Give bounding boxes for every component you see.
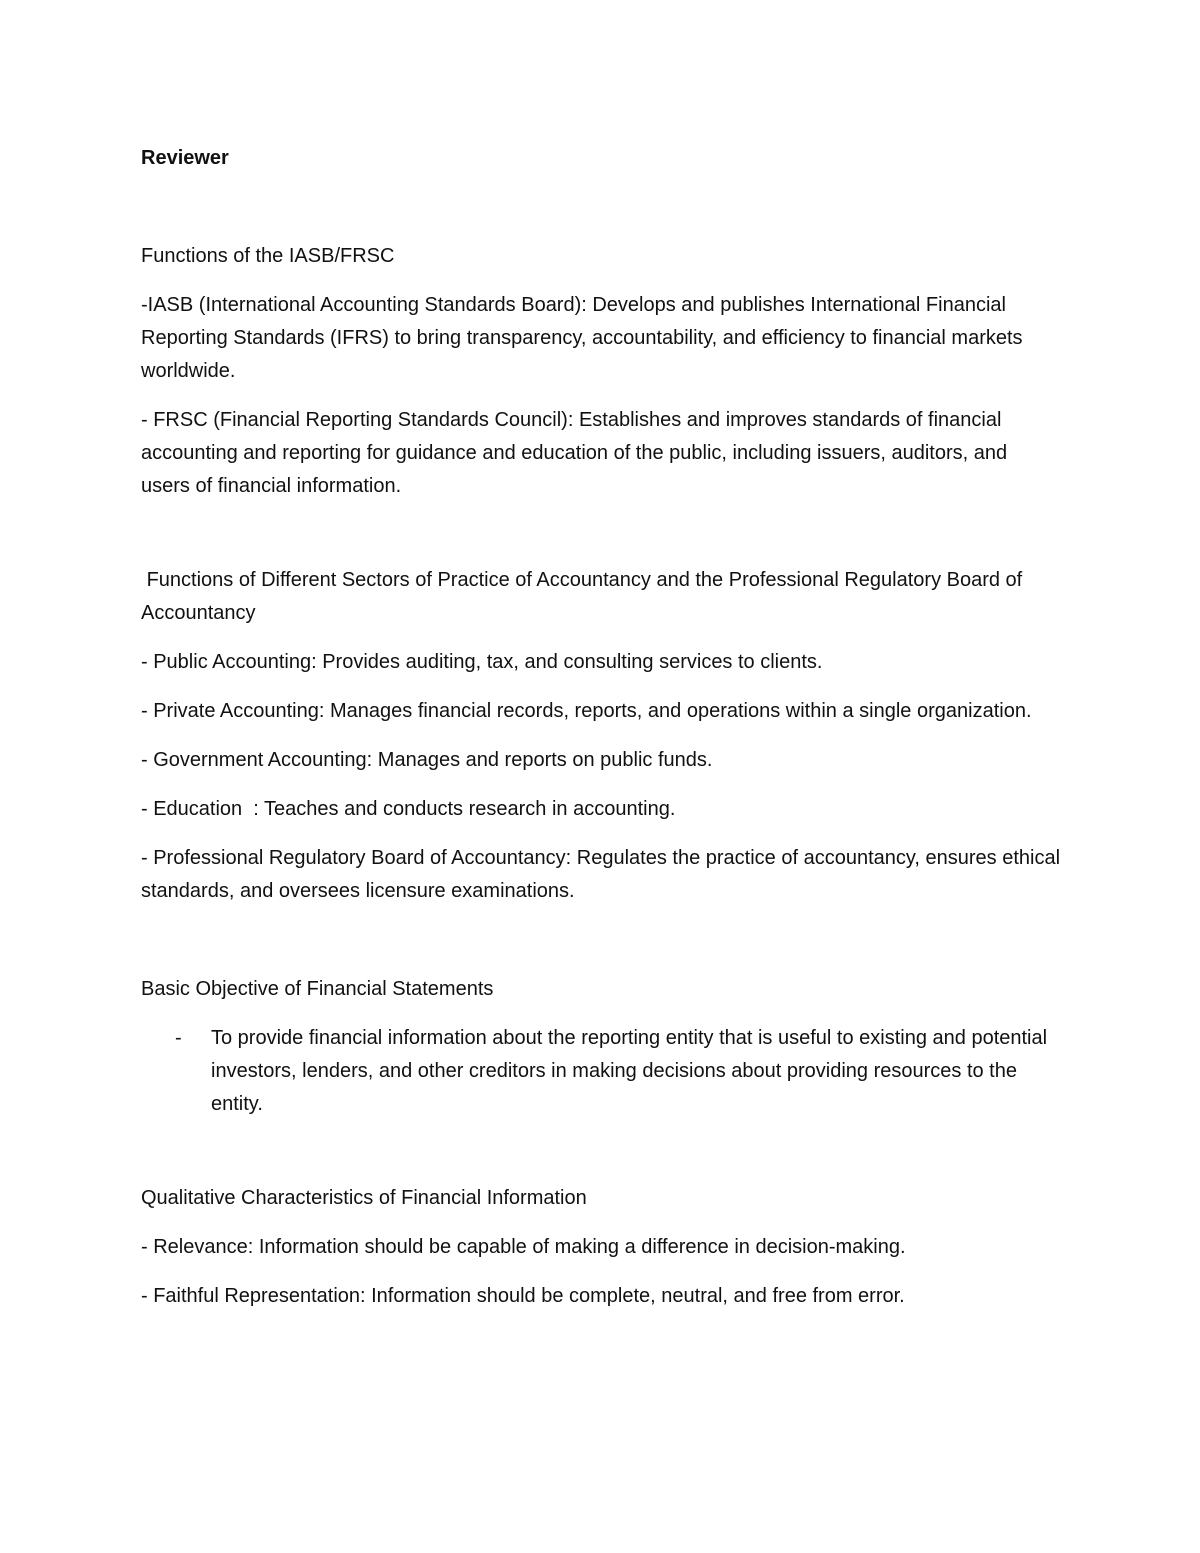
paragraph-iasb: -IASB (International Accounting Standards Board): Develops and publishes International Financial Reporting Standards (IFRS) to bring transparency, accountability, and efficiency to financial markets worldwide. (141, 294, 1023, 382)
section-heading-basic-objective: Basic Objective of Financial Statements (141, 978, 494, 1000)
document-title: Reviewer (141, 147, 229, 169)
bullet-marker: - (175, 1027, 182, 1049)
section-heading-qualitative: Qualitative Characteristics of Financial Information (141, 1187, 587, 1209)
section-heading-sectors: Functions of Different Sectors of Practice of Accountancy and the Professional Regulatory Board of Accountancy (141, 569, 1027, 624)
section-heading-iasb-frsc: Functions of the IASB/FRSC (141, 245, 395, 267)
paragraph-government-accounting: - Government Accounting: Manages and reports on public funds. (141, 749, 713, 771)
paragraph-frsc: - FRSC (Financial Reporting Standards Council): Establishes and improves standards of financial accounting and reporting for guidance and education of the public, including issuers, auditors, and users of financial information. (141, 409, 1008, 497)
paragraph-education: - Education : Teaches and conducts research in accounting. (141, 798, 676, 820)
list-item (141, 1022, 1061, 1121)
document-body (141, 142, 1061, 1313)
paragraph-prboa: - Professional Regulatory Board of Accountancy: Regulates the practice of accountancy, ensures ethical standards, and oversees licensure examinations. (141, 847, 1061, 902)
bullet-text: To provide financial information about the reporting entity that is useful to existing and potential investors, lenders, and other creditors in making decisions about providing resources to the entity. (211, 1027, 1048, 1115)
paragraph-private-accounting: - Private Accounting: Manages financial records, reports, and operations within a single organization. (141, 700, 1032, 722)
paragraph-public-accounting: - Public Accounting: Provides auditing, tax, and consulting services to clients. (141, 651, 823, 673)
paragraph-faithful-representation: - Faithful Representation: Information should be complete, neutral, and free from error. (141, 1285, 905, 1307)
paragraph-relevance: - Relevance: Information should be capable of making a difference in decision-making. (141, 1236, 906, 1258)
